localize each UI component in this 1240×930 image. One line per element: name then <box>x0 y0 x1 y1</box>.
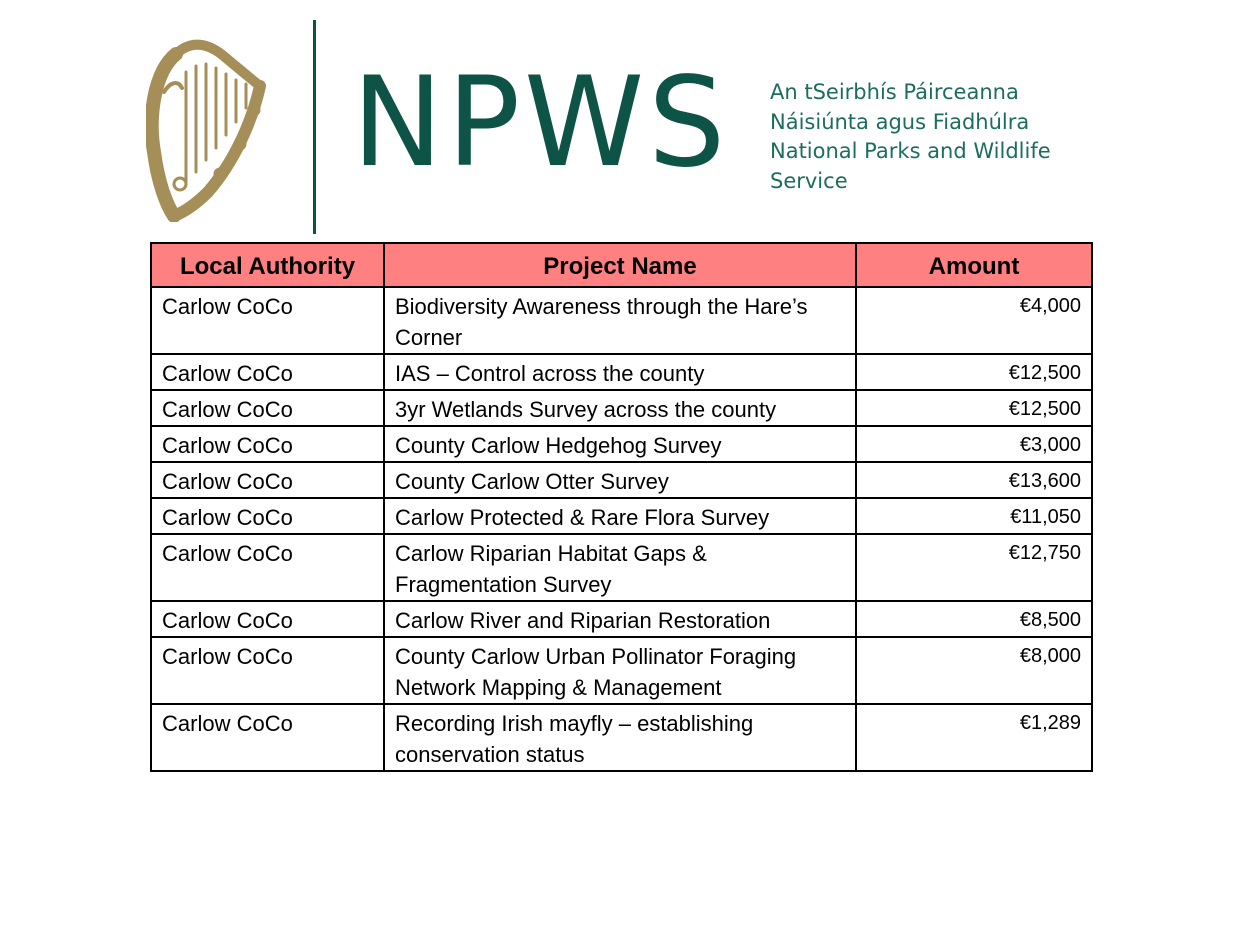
table-row <box>151 704 1092 771</box>
cell-amount: €8,500 <box>856 601 1092 637</box>
project-line: Fragmentation Survey <box>395 572 612 597</box>
cell-amount: €12,500 <box>856 390 1092 426</box>
agency-line: Náisiúnta agus Fiadhúlra <box>770 109 1030 134</box>
cell-amount: €12,500 <box>856 354 1092 390</box>
table-row <box>151 601 1092 637</box>
table-row <box>151 390 1092 426</box>
table-row <box>151 534 1092 601</box>
table-row <box>151 354 1092 390</box>
table-header <box>151 243 1092 287</box>
npws-wordmark: NPWS <box>352 51 730 195</box>
cell-project <box>384 637 856 704</box>
cell-authority: Carlow CoCo <box>151 462 384 498</box>
cell-project: County Carlow Hedgehog Survey <box>384 426 856 462</box>
project-line: Recording Irish mayfly – establishing <box>395 711 754 736</box>
table-row <box>151 498 1092 534</box>
cell-amount: €11,050 <box>856 498 1092 534</box>
cell-authority: Carlow CoCo <box>151 601 384 637</box>
column-header-local-authority: Local Authority <box>151 243 384 287</box>
project-line: Carlow Riparian Habitat Gaps & <box>395 541 707 566</box>
cell-amount: €3,000 <box>856 426 1092 462</box>
cell-amount: €1,289 <box>856 704 1092 771</box>
project-line: Corner <box>395 325 463 350</box>
project-line: Network Mapping & Management <box>395 675 722 700</box>
cell-amount: €12,750 <box>856 534 1092 601</box>
project-line: Biodiversity Awareness through the Hare’s <box>395 294 808 319</box>
harp-emblem-icon <box>146 32 268 222</box>
agency-line: An tSeirbhís Páirceanna <box>770 80 1019 104</box>
table-row <box>151 462 1092 498</box>
cell-authority: Carlow CoCo <box>151 704 384 771</box>
table-row <box>151 426 1092 462</box>
agency-line: Service <box>770 168 848 193</box>
cell-project <box>384 287 856 354</box>
cell-amount: €4,000 <box>856 287 1092 354</box>
column-header-amount: Amount <box>856 243 1092 287</box>
project-line: County Carlow Urban Pollinator Foraging <box>395 644 797 669</box>
cell-authority: Carlow CoCo <box>151 534 384 601</box>
agency-name <box>770 78 1090 196</box>
cell-project: County Carlow Otter Survey <box>384 462 856 498</box>
table-body <box>151 287 1092 771</box>
cell-amount: €13,600 <box>856 462 1092 498</box>
table-row <box>151 637 1092 704</box>
cell-project: 3yr Wetlands Survey across the county <box>384 390 856 426</box>
cell-project: Carlow River and Riparian Restoration <box>384 601 856 637</box>
table-row <box>151 287 1092 354</box>
header-row <box>151 243 1092 287</box>
cell-authority: Carlow CoCo <box>151 390 384 426</box>
grants-table <box>150 242 1093 772</box>
cell-authority: Carlow CoCo <box>151 287 384 354</box>
project-line: conservation status <box>395 742 585 767</box>
cell-project: Carlow Protected & Rare Flora Survey <box>384 498 856 534</box>
column-header-project-name: Project Name <box>384 243 856 287</box>
cell-authority: Carlow CoCo <box>151 354 384 390</box>
cell-project: IAS – Control across the county <box>384 354 856 390</box>
header-divider <box>313 20 316 234</box>
cell-authority: Carlow CoCo <box>151 498 384 534</box>
cell-project <box>384 534 856 601</box>
document-header <box>0 0 1240 240</box>
cell-authority: Carlow CoCo <box>151 426 384 462</box>
cell-project <box>384 704 856 771</box>
cell-amount: €8,000 <box>856 637 1092 704</box>
agency-line: National Parks and Wildlife <box>770 139 1051 163</box>
cell-authority: Carlow CoCo <box>151 637 384 704</box>
